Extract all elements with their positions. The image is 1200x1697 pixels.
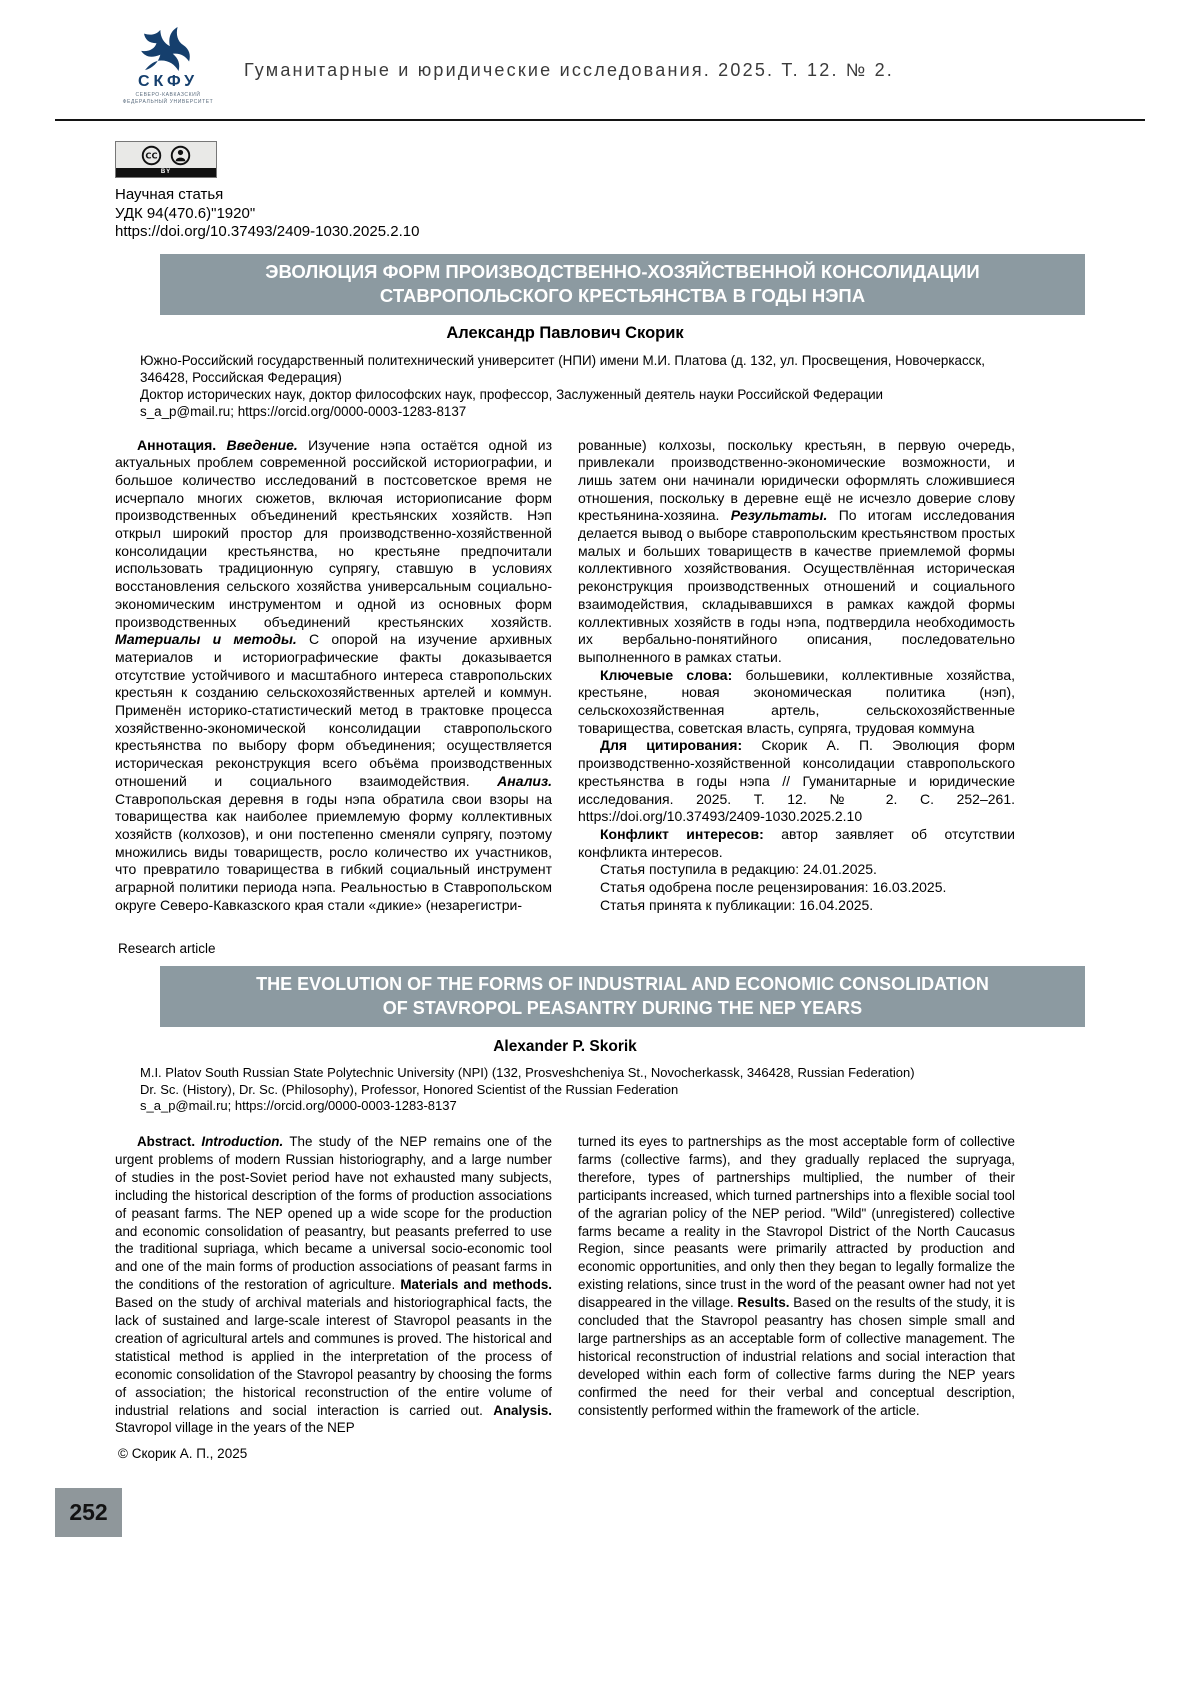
text-run: Ключевые слова: bbox=[600, 666, 733, 683]
cc-icon bbox=[141, 145, 162, 166]
text-run: автор заявляет об отсутствии конфликта интересов. bbox=[578, 825, 1015, 860]
article-type-label: Научная статья bbox=[115, 186, 224, 203]
text-run: Materials and methods. bbox=[400, 1277, 552, 1293]
text-run: Introduction. bbox=[201, 1133, 284, 1149]
text-run: Ставропольская деревня в годы нэпа обратила свои взоры на товарищества как наиболее приемлемую форму коллективных хозяйств (колхозов), и они постепенно сменяли супрягу, поэтому множились виды товариществ, росло количество их участников, что превратило товарищества в гибкий социальный инструмент аграрной политики периода нэпа. Реальностью в Ставропольском округе Северо-Кавказского края стали «дикие» (незарегистри- bbox=[115, 790, 552, 913]
text-run: Изучение нэпа остаётся одной из актуальных проблем современной российской историографии, и большое количество исследований в постсоветское время не исчерпало многих сюжетов, включая историописание форм производственных объединений крестьянских хозяйств. Нэп открыл широкий простор для производственно-хозяйственной консолидации крестьянства, но крестьяне предпочитали использовать традиционную супрягу, ставшую в условиях восстановления сельского хозяйства универсальным социально-экономическим инструментом и одной из основных форм производственных объединений крестьянских хозяйств. bbox=[115, 436, 553, 630]
research-article-label: Research article bbox=[118, 941, 216, 957]
text-run: По итогам исследования делается вывод о выборе ставропольским крестьянством простых малых и больших товариществ в качестве приемлемой формы коллективного хозяйствования. Осуществлённая историческая реконструкция производственных отношений и социального взаимодействия, складывавшихся в рамках каждой формы коллективных хозяйств в годы нэпа, подтвердила необходимость их вербально-понятийного описания, последовательно выполненного в рамках статьи. bbox=[578, 507, 1015, 665]
text-run: The study of the NEP remains one of the urgent problems of modern Russian historiography, and a large number of studies in the post-Soviet period have not exhausted many subjects, including the historical description of the forms of production associations of peasant farms. The NEP opened up a wide scope for the production and economic consolidation of peasantry, but peasants preferred to use the traditional supriaga, which became a universal socio-economic tool and one of the main forms of production associations of peasant farms in the conditions of the restoration of agriculture. bbox=[115, 1133, 552, 1293]
abstract-paragraph bbox=[578, 897, 1015, 915]
en-author-name: Alexander P. Skorik bbox=[493, 1038, 637, 1056]
cc-icons-row bbox=[116, 142, 216, 168]
en-abstract-left-column bbox=[115, 1133, 552, 1437]
university-logo bbox=[116, 26, 220, 105]
ru-affiliation-degrees: Доктор исторических наук, доктор философских наук, профессор, Заслуженный деятель науки Российской Федерации bbox=[140, 386, 884, 402]
page-number-value: 252 bbox=[69, 1499, 108, 1525]
page-number bbox=[55, 1488, 122, 1537]
text-run: Results. bbox=[737, 1295, 790, 1311]
text-run: Скорик А. П. Эволюция форм производственно-хозяйственной консолидации ставропольского крестьянства в годы нэпа // Гуманитарные и юридические исследования. 2025. Т. 12. № 2. С. 252–261. https://doi.org/10.37493/2409-1030.2025.2.10 bbox=[578, 737, 1015, 825]
cc-by-license-badge[interactable] bbox=[115, 141, 217, 178]
abstract-paragraph bbox=[578, 826, 1015, 861]
en-title-line-2: OF STAVROPOL PEASANTRY DURING THE NEP YEARS bbox=[382, 998, 863, 1019]
text-run: Для цитирования: bbox=[600, 737, 743, 754]
text-run: Введение. bbox=[226, 436, 298, 453]
text-run: Analysis. bbox=[493, 1402, 552, 1418]
logo-caption-line1: СЕВЕРО-КАВКАЗСКИЙ bbox=[135, 92, 201, 98]
journal-header bbox=[0, 0, 1200, 105]
en-affiliation-block bbox=[140, 1065, 1018, 1115]
svg-text:CC: CC bbox=[145, 150, 158, 161]
abstract-paragraph bbox=[115, 437, 552, 915]
attribution-person-icon bbox=[170, 145, 191, 166]
logo-acronym: СКФУ bbox=[137, 73, 199, 90]
logo-caption-line2: ФЕДЕРАЛЬНЫЙ УНИВЕРСИТЕТ bbox=[122, 99, 214, 105]
ru-abstract-columns bbox=[115, 437, 1015, 915]
ru-abstract-right-column bbox=[578, 437, 1015, 915]
text-run: Статья принята к публикации: 16.04.2025. bbox=[600, 896, 874, 913]
en-affiliation-institution: M.I. Platov South Russian State Polytechnic University (NPI) (132, Prosveshcheniya St., Novocherkassk, 346428, Russian Federation) bbox=[140, 1065, 915, 1081]
copyright-notice: © Скорик А. П., 2025 bbox=[118, 1446, 248, 1462]
abstract-paragraph bbox=[578, 861, 1015, 879]
ru-author-contact-link[interactable]: s_a_p@mail.ru; https://orcid.org/0000-0003-1283-8137 bbox=[140, 403, 467, 419]
text-run: Статья одобрена после рецензирования: 16.03.2025. bbox=[600, 879, 947, 896]
abstract-paragraph bbox=[578, 437, 1015, 667]
header-divider bbox=[55, 119, 1145, 121]
text-run: рованные) колхозы, поскольку крестьян, в первую очередь, привлекали производственно-экономические возможности, и лишь затем они начинали юридически оформлять сложившиеся отношения, поскольку в деревне ещё не исчезло доверие слову крестьянина-хозяина. bbox=[578, 436, 1015, 524]
text-run: Анализ. bbox=[497, 772, 552, 789]
udc-code: УДК 94(470.6)"1920" bbox=[115, 204, 256, 222]
en-title-banner bbox=[160, 966, 1085, 1027]
doi-link[interactable]: https://doi.org/10.37493/2409-1030.2025.2.10 bbox=[115, 223, 420, 240]
ru-title-line-1: ЭВОЛЮЦИЯ ФОРМ ПРОИЗВОДСТВЕННО-ХОЗЯЙСТВЕННОЙ КОНСОЛИДАЦИИ bbox=[265, 260, 980, 282]
text-run: Based on the results of the study, it is concluded that the Stavropol peasantry has chosen simple small and large partnerships as an acceptable form of collective management. The historical reconstruction of industrial relations and social interaction that developed within each form of collective farms during the NEP years confirmed the need for their verbal and conceptual description, consistently performed within the framework of the article. bbox=[578, 1295, 1015, 1418]
abstract-paragraph bbox=[578, 1133, 1015, 1420]
text-run: С опорой на изучение архивных материалов и историографические факты доказывается отсутствие устойчивого и масштабного интереса ставропольских крестьян к созданию сельскохозяйственных артелей и коммун. Применён историко-статистический метод в трактовке процесса хозяйственно-экономической консолидации ставропольского крестьянства по выбору форм объединения; осуществляется историческая реконструкция всего объёма производственных отношений и социального взаимодействия. bbox=[115, 631, 553, 789]
abstract-paragraph bbox=[115, 1133, 552, 1437]
ru-abstract-left-column bbox=[115, 437, 552, 915]
ru-affiliation-institution: Южно-Российский государственный политехнический университет (НПИ) имени М.И. Платова (д. 132, ул. Просвещения, Новочеркасск, 346428, Российская Федерация) bbox=[140, 352, 985, 385]
en-affiliation-degrees: Dr. Sc. (History), Dr. Sc. (Philosophy), Professor, Honored Scientist of the Russian Federation bbox=[140, 1081, 679, 1097]
en-title-line-1: THE EVOLUTION OF THE FORMS OF INDUSTRIAL AND ECONOMIC CONSOLIDATION bbox=[256, 974, 989, 995]
text-run: Материалы и методы. bbox=[115, 631, 297, 648]
text-run: Based on the study of archival materials and historiographical facts, the lack of sustained and large-scale interest of Stavropol peasants in the creation of agricultural artels and communes is proved. The historical and statistical method is applied in the interpretation of the process of economic consolidation of the Stavropol peasantry by choosing the forms of association; the historical reconstruction of the entire volume of industrial relations and social interaction is carried out. bbox=[115, 1295, 552, 1418]
abstract-paragraph bbox=[578, 667, 1015, 738]
text-run: Статья поступила в редакцию: 24.01.2025. bbox=[600, 861, 877, 878]
text-run: Abstract. bbox=[137, 1133, 202, 1149]
text-run: turned its eyes to partnerships as the most acceptable form of collective farms (collective farms), and they gradually replaced the supryaga, therefore, types of partnerships multiplied, the number of their participants increased, which turned partnerships into a flexible social tool of the agrarian policy of the NEP period. "Wild" (unregistered) collective farms became a reality in the Stavropol District of the North Caucasus Region, since peasants were primarily attracted by production and economic opportunities, and only then they began to legally formalize the existing relations, since trust in the word of the peasant owner had not yet disappeared in the village. bbox=[578, 1133, 1015, 1311]
en-author-contact-link[interactable]: s_a_p@mail.ru; https://orcid.org/0000-0003-1283-8137 bbox=[140, 1098, 457, 1114]
text-run: Результаты. bbox=[730, 507, 828, 524]
text-run: большевики, коллективные хозяйства, крестьяне, новая экономическая политика (нэп), сельскохозяйственная артель, сельскохозяйственные товарищества, советская власть, супряга, трудовая коммуна bbox=[578, 666, 1015, 736]
skfu-bird-icon bbox=[139, 26, 197, 72]
article-meta bbox=[115, 186, 1200, 242]
text-run: Конфликт интересов: bbox=[600, 825, 764, 842]
en-abstract-right-column bbox=[578, 1133, 1015, 1437]
ru-title-line-2: СТАВРОПОЛЬСКОГО КРЕСТЬЯНСТВА В ГОДЫ НЭПА bbox=[379, 284, 866, 306]
en-abstract-columns bbox=[115, 1133, 1015, 1437]
text-run: Stavropol village in the years of the NEP bbox=[115, 1420, 355, 1436]
cc-by-label: BY bbox=[116, 168, 216, 177]
abstract-paragraph bbox=[578, 879, 1015, 897]
ru-affiliation-block bbox=[140, 352, 1018, 420]
journal-title: Гуманитарные и юридические исследования. 2025. Т. 12. № 2. bbox=[244, 60, 894, 80]
text-run: Аннотация. bbox=[137, 436, 227, 453]
abstract-paragraph bbox=[578, 737, 1015, 826]
ru-title-banner bbox=[160, 254, 1085, 315]
ru-author-name: Александр Павлович Скорик bbox=[446, 323, 684, 342]
